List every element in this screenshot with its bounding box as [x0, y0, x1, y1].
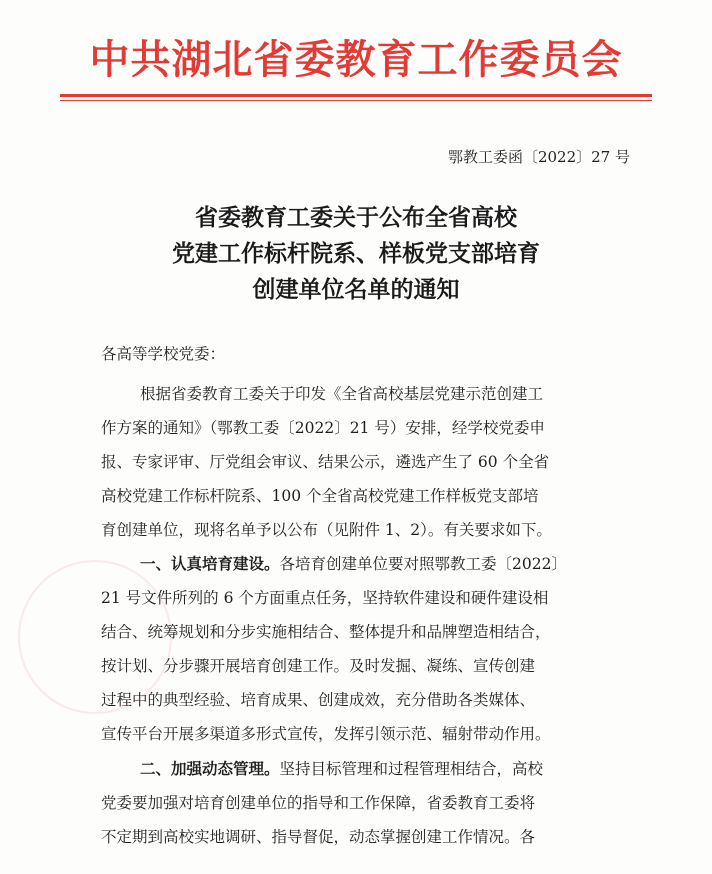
section-heading: 二、加强动态管理。: [140, 760, 280, 778]
paragraph-line: 21 号文件所列的 6 个方面重点任务，坚持软件建设和硬件建设相: [101, 589, 549, 607]
paragraph-line: 不定期到高校实地调研、指导督促，动态掌握创建工作情况。各: [101, 828, 536, 846]
paragraph-line: 各培育创建单位要对照鄂教工委〔2022〕: [279, 555, 567, 573]
paragraph-first-line: [140, 552, 672, 574]
addressee: 各高等学校党委：: [101, 345, 226, 363]
paragraph-line: 报、专家评审、厅党组会审议、结果公示，遴选产生了 60 个全省: [101, 453, 550, 471]
paragraph-line: 按计划、分步骤开展培育创建工作。及时发掘、凝练、宣传创建: [101, 657, 536, 675]
paragraph-line: 宣传平台开展多渠道多形式宣传，发挥引领示范、辐射带动作用。: [101, 725, 551, 743]
paragraph-line: 结合、统筹规划和分步实施相结合、整体提升和品牌塑造相结合，: [101, 623, 551, 641]
title-line: 创建单位名单的通知: [252, 277, 460, 303]
red-header-rule-thin: [60, 100, 652, 101]
paragraph-line: 坚持目标管理和过程管理相结合，高校: [279, 760, 544, 778]
paragraph-line: 根据省委教育工委关于印发《全省高校基层党建示范创建工: [140, 385, 544, 403]
issuing-org-header: 中共湖北省委教育工作委员会: [89, 36, 623, 83]
title-line: 党建工作标杆院系、样板党支部培育: [172, 241, 540, 267]
paragraph-line: 过程中的典型经验、培育成果、创建成效，充分借助各类媒体、: [101, 691, 536, 709]
document-number: 鄂教工委函〔2022〕27 号: [447, 148, 630, 166]
red-header-rule: [60, 94, 652, 97]
document-title: [0, 200, 712, 308]
section-heading: 一、认真培育建设。: [140, 555, 280, 573]
paragraph-first-line: [140, 757, 672, 779]
paragraph-line: 育创建单位，现将名单予以公布（见附件 1、2）。有关要求如下。: [101, 521, 552, 539]
title-line: 省委教育工委关于公布全省高校: [195, 205, 517, 231]
paragraph-line: 作方案的通知》（鄂教工委〔2022〕21 号）安排，经学校党委申: [101, 419, 545, 437]
paragraph-line: 高校党建工作标杆院系、100 个全省高校党建工作样板党支部培: [101, 487, 539, 505]
paragraph-line: 党委要加强对培育创建单位的指导和工作保障，省委教育工委将: [101, 794, 536, 812]
